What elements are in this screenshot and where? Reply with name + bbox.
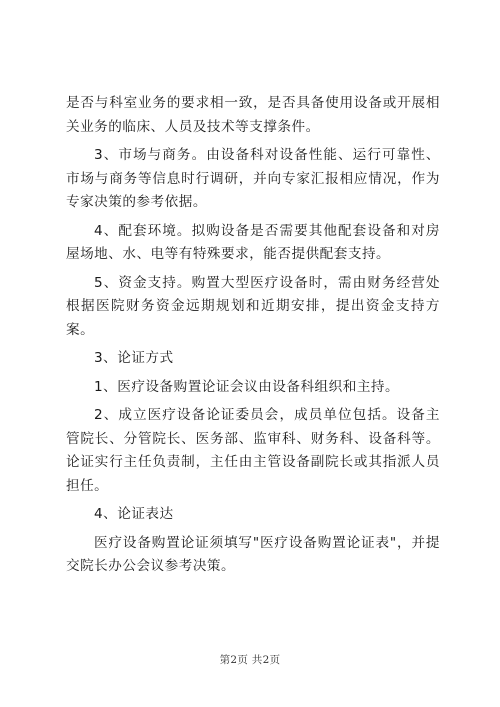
- page-number-footer: 第2页 共2页: [219, 654, 281, 666]
- paragraph-continuation: 是否与科室业务的要求相一致，是否具备使用设备或开展相关业务的临床、人员及技术等支撑条件。: [66, 95, 440, 135]
- paragraph-funding-support: 5、资金支持。购置大型医疗设备时，需由财务经营处根据医院财务资金远期规划和近期安排，提出资金支持方案。: [66, 274, 440, 338]
- paragraph-supporting-environment: 4、配套环境。拟购设备是否需要其他配套设备和对房屋场地、水、电等有特殊要求，能否提供配套支持。: [66, 222, 440, 262]
- paragraph-review-committee: 2、成立医疗设备论证委员会，成员单位包括。设备主管院长、分管院长、医务部、监审科、财务科、设备科等。论证实行主任负责制，主任由主管设备副院长或其指派人员担任。: [66, 407, 440, 494]
- section-heading-review-expression: 4、论证表达: [94, 506, 174, 522]
- section-heading-review-method: 3、论证方式: [94, 350, 174, 366]
- paragraph-review-form: 医疗设备购置论证须填写"医疗设备购置论证表"，并提交院长办公会议参考决策。: [66, 534, 440, 574]
- paragraph-market-business: 3、市场与商务。由设备科对设备性能、运行可靠性、市场与商务等信息时行调研，并向专家汇报相应情况，作为专家决策的参考依据。: [66, 147, 440, 210]
- document-body: [66, 92, 440, 584]
- paragraph-review-meeting: 1、医疗设备购置论证会议由设备科组织和主持。: [94, 378, 400, 395]
